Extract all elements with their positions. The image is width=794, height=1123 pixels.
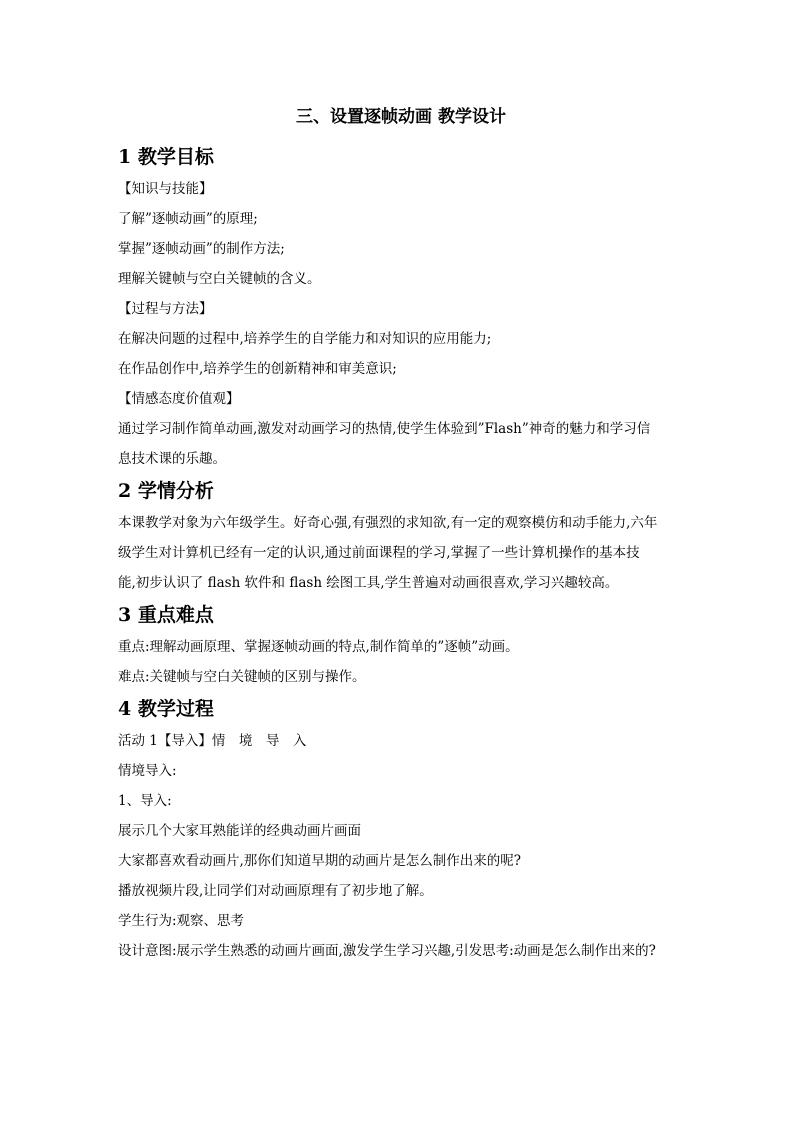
paragraph-line: 难点:关键帧与空白关键帧的区别与操作。 <box>118 669 366 685</box>
paragraph-line: 能,初步认识了 flash 软件和 flash 绘图工具,学生普遍对动画很喜欢,学习兴趣较高。 <box>118 575 619 591</box>
section-teaching-objectives <box>118 140 684 474</box>
paragraph-line: 理解关键帧与空白关键帧的含义。 <box>118 271 321 287</box>
paragraph-line: 【情感态度价值观】 <box>118 391 240 407</box>
paragraph-line: 学生行为:观察、思考 <box>118 913 245 929</box>
paragraph-line: 在作品创作中,培养学生的创新精神和审美意识; <box>118 361 397 377</box>
paragraph-line: 掌握”逐帧动画”的制作方法; <box>118 241 285 257</box>
paragraph-line: 息技术课的乐趣。 <box>118 451 226 467</box>
paragraph-line: 活动 1【导入】情 境 导 入 <box>118 733 307 749</box>
paragraph-line: 大家都喜欢看动画片,那你们知道早期的动画片是怎么制作出来的呢? <box>118 853 522 869</box>
paragraph-line: 在解决问题的过程中,培养学生的自学能力和对知识的应用能力; <box>118 331 492 347</box>
paragraph-line: 了解”逐帧动画”的原理; <box>118 211 258 227</box>
paragraph-line: 1、导入: <box>118 793 172 809</box>
paragraph-line: 级学生对计算机已经有一定的认识,通过前面课程的学习,掌握了一些计算机操作的基本技 <box>118 545 640 561</box>
section-heading: 2 学情分析 <box>118 480 214 502</box>
paragraph-line: 【知识与技能】 <box>118 181 213 197</box>
paragraph-line: 【过程与方法】 <box>118 301 213 317</box>
paragraph-line: 播放视频片段,让同学们对动画原理有了初步地了解。 <box>118 883 433 899</box>
section-heading: 4 教学过程 <box>118 698 214 720</box>
paragraph-line: 本课教学对象为六年级学生。好奇心强,有强烈的求知欲,有一定的观察模仿和动手能力,六年 <box>118 515 658 531</box>
paragraph-line: 展示几个大家耳熟能详的经典动画片画面 <box>118 823 361 839</box>
paragraph-line: 重点:理解动画原理、掌握逐帧动画的特点,制作简单的”逐帧”动画。 <box>118 639 519 655</box>
section-key-difficulties <box>118 598 684 692</box>
section-heading: 1 教学目标 <box>118 146 214 168</box>
paragraph-line: 设计意图:展示学生熟悉的动画片画面,激发学生学习兴趣,引发思考:动画是怎么制作出来的? <box>118 943 656 959</box>
section-teaching-process <box>118 692 684 966</box>
document-body <box>118 100 684 966</box>
paragraph-line: 通过学习制作简单动画,激发对动画学习的热情,使学生体验到”Flash”神奇的魅力和学习信 <box>118 421 651 437</box>
document-title: 三、设置逐帧动画 教学设计 <box>296 107 506 127</box>
paragraph-line: 情境导入: <box>118 763 177 779</box>
section-heading: 3 重点难点 <box>118 604 214 626</box>
section-learner-analysis <box>118 474 684 598</box>
